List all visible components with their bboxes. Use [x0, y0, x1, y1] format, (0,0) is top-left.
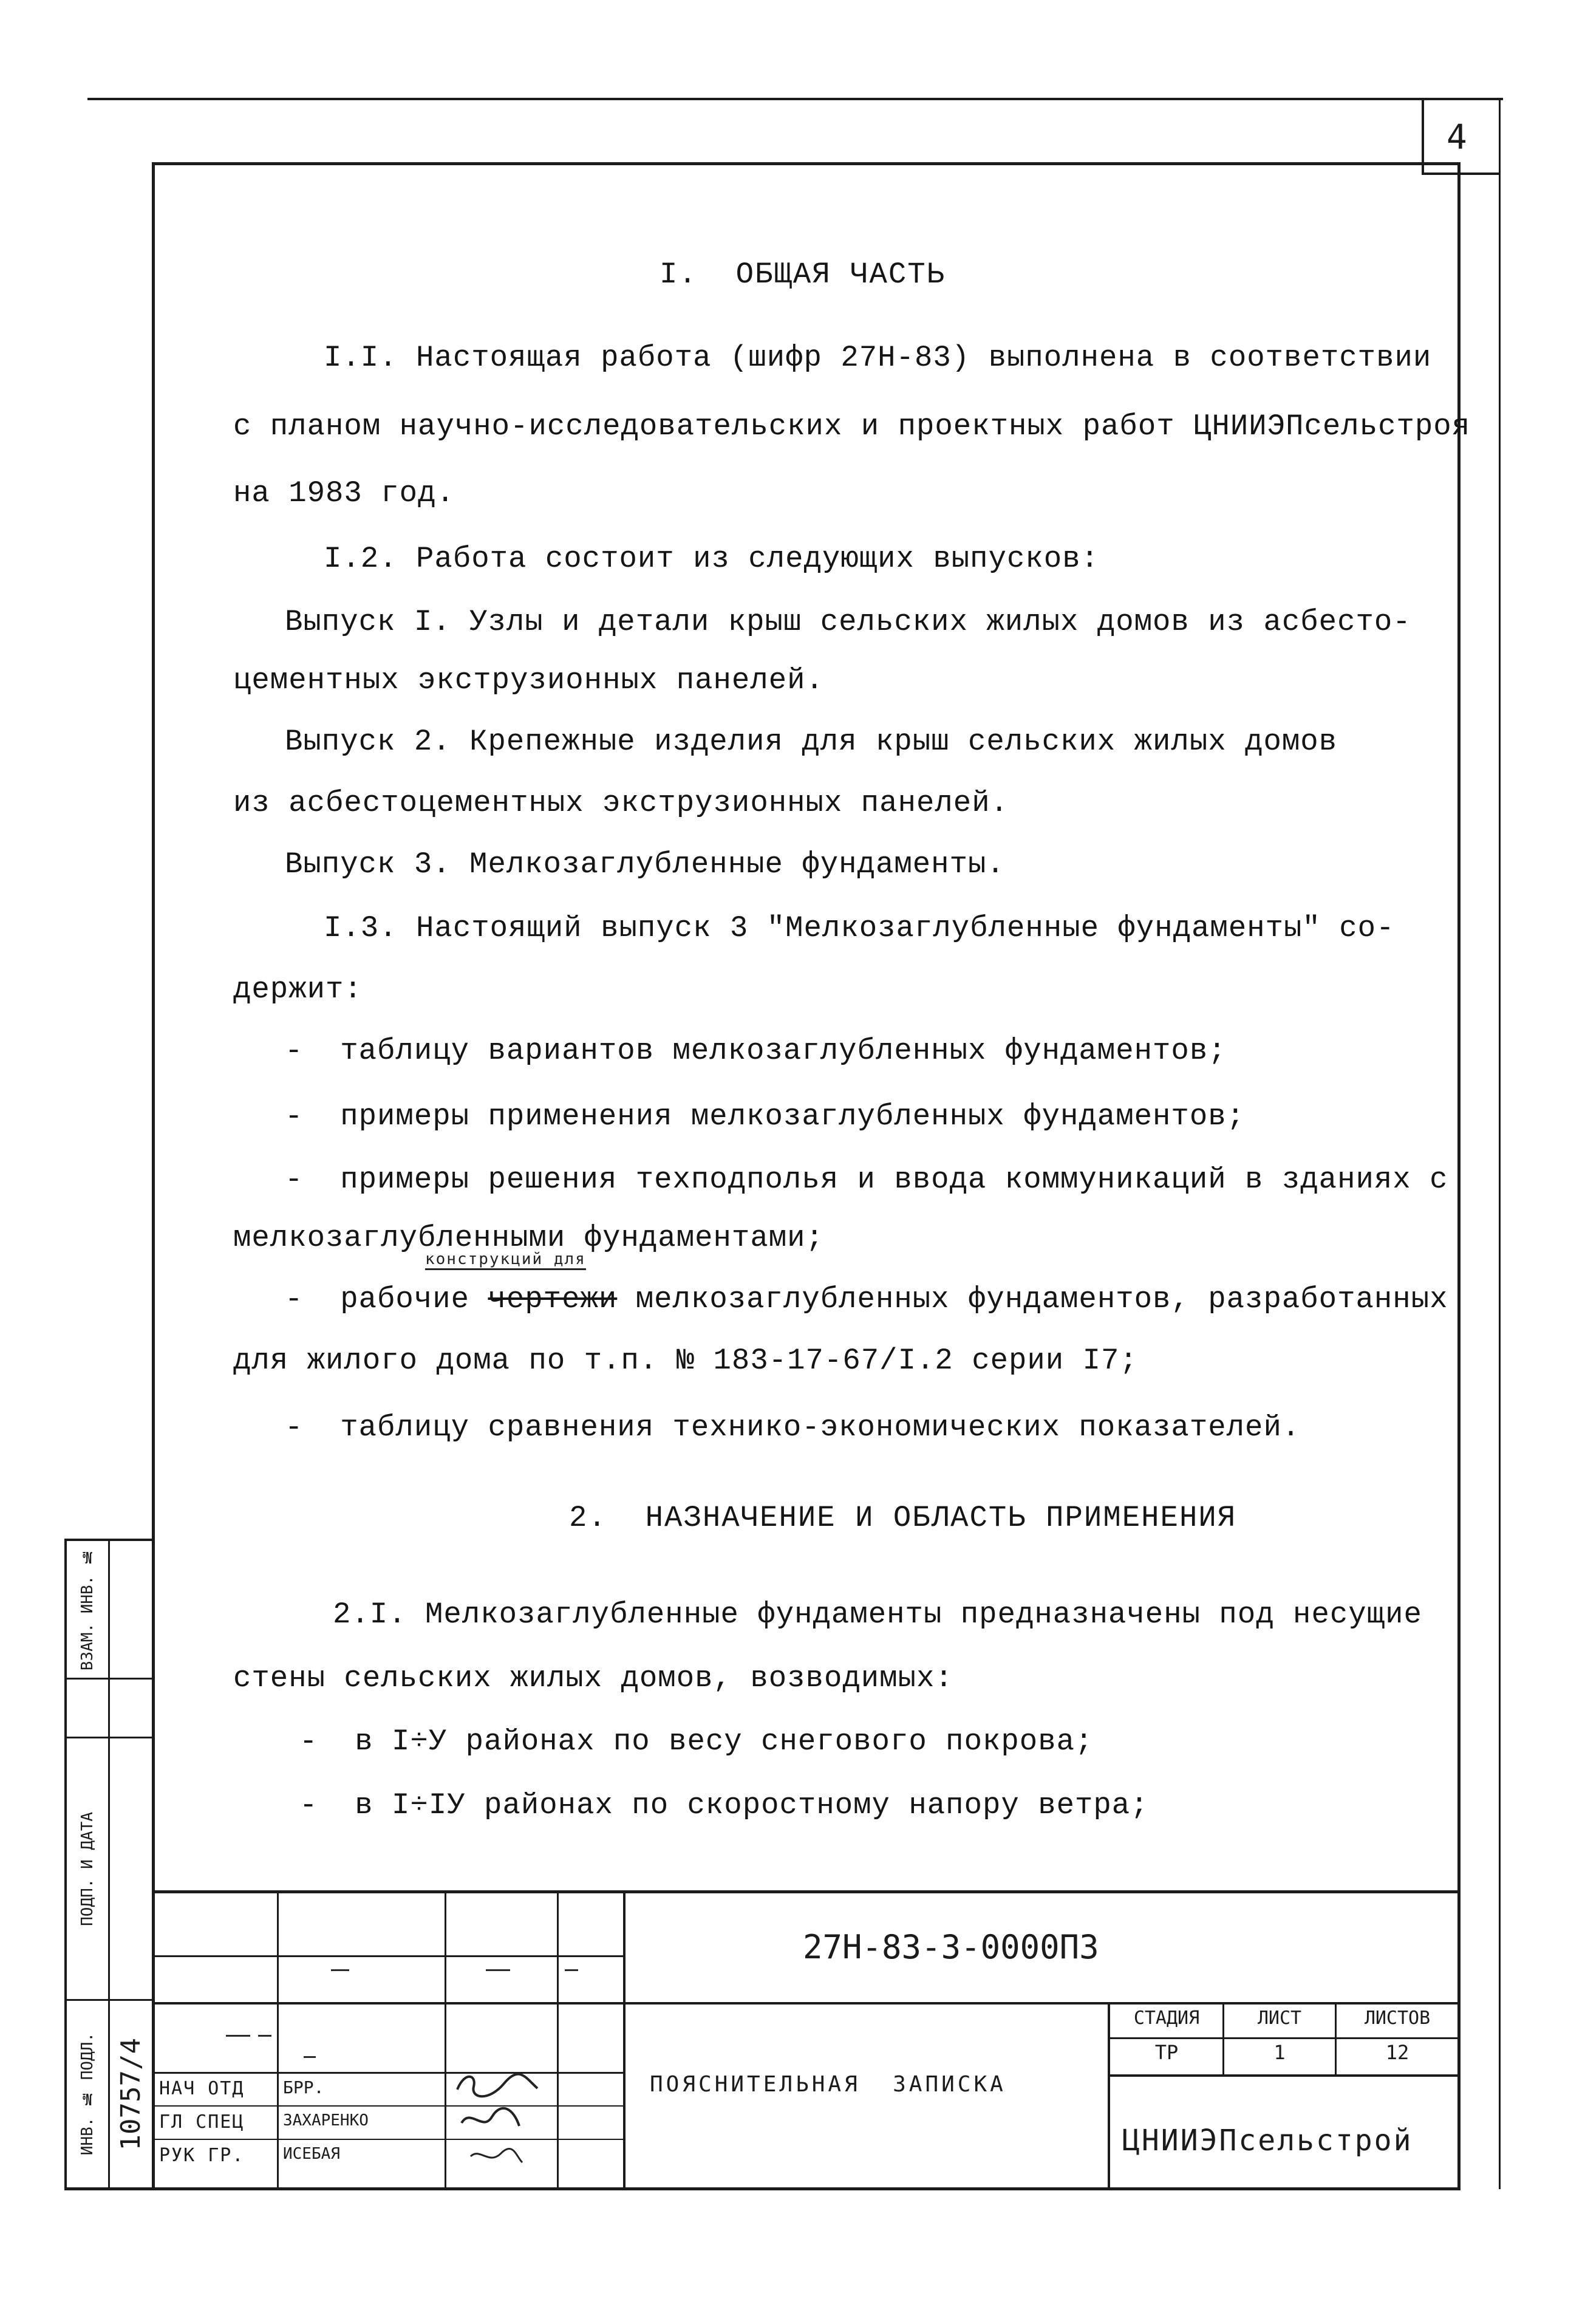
person-name: БРР.: [283, 2077, 324, 2097]
dash-mark: [258, 2035, 271, 2037]
list-item: - в I÷IУ районах по скоростному напору ветра;: [299, 1788, 1149, 1822]
sheet-right-edge: [1499, 99, 1501, 2189]
signature-mark: [471, 2148, 522, 2162]
signature-mark: [462, 2108, 519, 2126]
tb-row-line: [153, 1955, 624, 1957]
body-line: Выпуск 3. Мелкозаглубленные фундаменты.: [285, 847, 1005, 881]
dash-mark: [565, 1969, 578, 1971]
orig-inv-cell: [67, 2001, 108, 2187]
document-title: ПОЯСНИТЕЛЬНАЯ ЗАПИСКА: [650, 2072, 1006, 2097]
body-line: 2.I. Мелкозаглубленные фундаменты предназначены под несущие: [333, 1598, 1422, 1632]
section-1-heading: I. ОБЩАЯ ЧАСТЬ: [660, 258, 946, 292]
role-label: ГЛ СПЕЦ: [159, 2111, 245, 2133]
top-edge-line: [87, 98, 1503, 100]
list-item: - в I÷У районах по весу снегового покрова;: [299, 1724, 1094, 1758]
body-line: I.3. Настоящий выпуск 3 "Мелкозаглубленные фундаменты" со-: [324, 911, 1395, 945]
frame-top: [152, 162, 1461, 165]
frame-left: [152, 162, 155, 2190]
title-block-top: [153, 1890, 1459, 1893]
tb-row-line: [1109, 2074, 1459, 2077]
replaced-inv-cell: [67, 1541, 108, 1678]
dash-mark: [486, 1969, 510, 1971]
body-line: стены сельских жилых домов, возводимых:: [233, 1661, 953, 1695]
body-line: Выпуск I. Узлы и детали крыш сельских жилых домов из асбесто-: [285, 605, 1411, 639]
list-item: - примеры применения мелкозаглубленных фундаментов;: [285, 1099, 1246, 1133]
sign-date-label: ПОДП. И ДАТА: [78, 1811, 97, 1926]
frame-bottom: [152, 2187, 1461, 2190]
stamp-strip-row: [66, 1678, 154, 1680]
edited-suffix: мелкозаглубленных фундаментов, разработанных: [617, 1282, 1448, 1316]
document-code: 27Н-83-3-0000ПЗ: [803, 1928, 1099, 1966]
frame-right: [1457, 162, 1461, 2190]
stage-label: СТАДИЯ: [1133, 2008, 1200, 2029]
body-line: из асбестоцементных экструзионных панелей.: [233, 786, 1009, 820]
person-name: ИСЕБАЯ: [283, 2145, 340, 2163]
edited-prefix: - рабочие: [285, 1282, 488, 1316]
stamp-strip-bottom: [66, 2187, 154, 2190]
body-line: мелкозаглубленными фундаментами;: [233, 1221, 824, 1255]
organization-name: ЦНИИЭПсельстрой: [1122, 2124, 1413, 2158]
body-line: для жилого дома по т.п. № 183-17-67/I.2 серии I7;: [233, 1344, 1138, 1378]
sheet-label: ЛИСТ: [1257, 2008, 1302, 2029]
page-number: 4: [1447, 118, 1467, 157]
signatures: [446, 2065, 557, 2187]
sheets-value: 12: [1385, 2041, 1409, 2064]
section-2-heading: 2. НАЗНАЧЕНИЕ И ОБЛАСТЬ ПРИМЕНЕНИЯ: [569, 1501, 1237, 1535]
body-line: I.I. Настоящая работа (шифр 27Н-83) выполнена в соответствии: [324, 341, 1432, 375]
tb-col-line: [1335, 2003, 1337, 2076]
sheet-value: 1: [1273, 2041, 1286, 2064]
body-line: с планом научно-исследовательских и проектных работ ЦНИИЭПсельстроя: [233, 409, 1471, 443]
tb-col-line: [277, 1892, 279, 2189]
signature-mark: [457, 2074, 537, 2097]
dash-mark: [304, 2056, 316, 2058]
tb-col-line: [1108, 2003, 1110, 2189]
tb-row-line: [1109, 2037, 1459, 2039]
orig-inv-label: ИНВ. № ПОДЛ.: [78, 2032, 97, 2156]
list-item: - таблицу сравнения технико-экономических показателей.: [285, 1410, 1301, 1444]
sign-date-cell: [67, 1738, 108, 1999]
page-number-box-bottom: [1422, 173, 1501, 175]
body-line: держит:: [233, 972, 363, 1006]
list-item: - примеры решения техподполья и ввода коммуникаций в зданиях с: [285, 1163, 1448, 1197]
struck-word: чертежи: [488, 1282, 618, 1316]
body-line: Выпуск 2. Крепежные изделия для крыш сельских жилых домов: [285, 725, 1338, 759]
sheets-label: ЛИСТОВ: [1364, 2008, 1431, 2029]
orig-inv-number: 10757/4: [115, 2037, 146, 2151]
body-line: цементных экструзионных панелей.: [233, 663, 824, 697]
tb-col-line: [557, 1892, 559, 2189]
body-line: на 1983 год.: [233, 476, 455, 510]
dash-mark: [226, 2035, 250, 2037]
tb-col-line: [1222, 2003, 1224, 2076]
tb-col-line: [623, 1892, 625, 2189]
role-label: НАЧ ОТД: [159, 2078, 245, 2099]
handwritten-insertion: конструкций для: [425, 1250, 586, 1270]
list-item-edited: [285, 1281, 1448, 1318]
role-label: РУК ГР.: [159, 2145, 245, 2166]
person-name: ЗАХАРЕНКО: [283, 2111, 369, 2130]
list-item: - таблицу вариантов мелкозаглубленных фундаментов;: [285, 1034, 1227, 1068]
body-line: I.2. Работа состоит из следующих выпусков:: [324, 542, 1100, 576]
dash-mark: [331, 1969, 349, 1971]
stage-value: ТР: [1154, 2041, 1179, 2064]
replaced-inv-label: ВЗАМ. ИНВ. №: [78, 1548, 97, 1671]
tb-row-line: [153, 2002, 1459, 2004]
orig-inv-number-cell: [110, 2001, 152, 2187]
